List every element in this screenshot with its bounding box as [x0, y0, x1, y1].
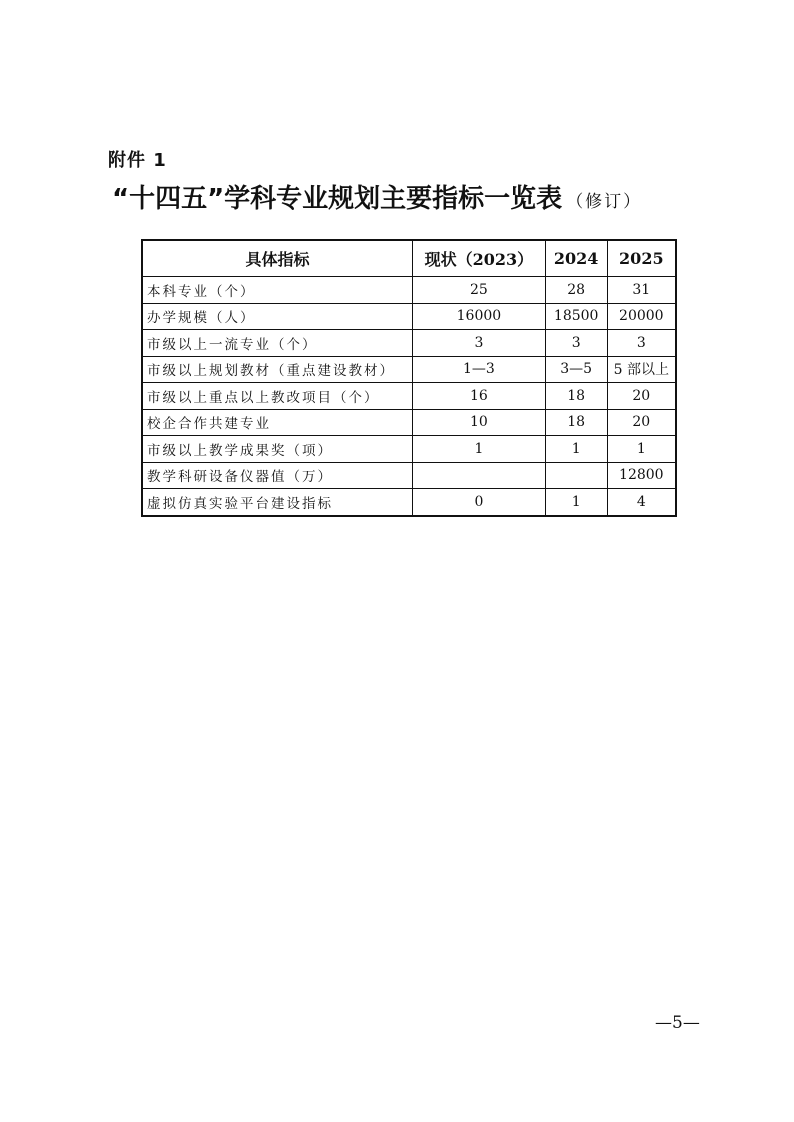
title-note: （修订） [566, 192, 643, 212]
table-cell-value: 10 [413, 409, 546, 436]
table-cell-value: 18 [545, 383, 607, 410]
table-cell-value: 0 [413, 489, 546, 516]
table-row [142, 303, 676, 330]
table-cell-value: 3 [413, 330, 546, 357]
table-row [142, 277, 676, 304]
header-2024: 2024 [545, 240, 607, 277]
metrics-table [141, 239, 677, 517]
table-cell-value: 12800 [607, 462, 676, 489]
table-cell-value: 16 [413, 383, 546, 410]
table-cell-indicator: 市级以上教学成果奖（项） [142, 436, 413, 463]
title-text: “十四五”学科专业规划主要指标一览表 [112, 184, 563, 214]
table-cell-value: 16000 [413, 303, 546, 330]
table-cell-indicator: 教学科研设备仪器值（万） [142, 462, 413, 489]
table-cell-indicator: 虚拟仿真实验平台建设指标 [142, 489, 413, 516]
table-cell-value: 4 [607, 489, 676, 516]
table-cell-value: 25 [413, 277, 546, 304]
table-cell-value: 1 [607, 436, 676, 463]
table-cell-indicator: 市级以上一流专业（个） [142, 330, 413, 357]
table-cell-value: 1 [545, 489, 607, 516]
header-status-2023: 现状（2023） [413, 240, 546, 277]
table-cell-value: 18 [545, 409, 607, 436]
page-number: —5— [655, 1013, 700, 1033]
header-2025: 2025 [607, 240, 676, 277]
header-indicator: 具体指标 [142, 240, 413, 277]
table-cell-indicator: 办学规模（人） [142, 303, 413, 330]
table-cell-value [413, 462, 546, 489]
table-cell-value: 1 [413, 436, 546, 463]
table-row [142, 462, 676, 489]
table-row [142, 489, 676, 516]
table-cell-value [545, 462, 607, 489]
table-cell-indicator: 本科专业（个） [142, 277, 413, 304]
attachment-label: 附件 1 [108, 150, 167, 171]
table-cell-value: 3 [545, 330, 607, 357]
table-cell-value: 1—3 [413, 356, 546, 383]
table-row [142, 356, 676, 383]
table-row [142, 409, 676, 436]
table-cell-value: 20000 [607, 303, 676, 330]
table-cell-value: 20 [607, 409, 676, 436]
table-cell-value: 31 [607, 277, 676, 304]
table-row [142, 330, 676, 357]
table-cell-value: 28 [545, 277, 607, 304]
table-cell-indicator: 校企合作共建专业 [142, 409, 413, 436]
table-row [142, 436, 676, 463]
table-cell-value: 18500 [545, 303, 607, 330]
table-header-row [142, 240, 676, 277]
table-cell-indicator: 市级以上重点以上教改项目（个） [142, 383, 413, 410]
table-row [142, 383, 676, 410]
document-title [112, 178, 642, 215]
table-cell-value: 3—5 [545, 356, 607, 383]
table-cell-value: 20 [607, 383, 676, 410]
table-cell-value: 5 部以上 [607, 356, 676, 383]
table-cell-value: 3 [607, 330, 676, 357]
table-cell-indicator: 市级以上规划教材（重点建设教材） [142, 356, 413, 383]
table-cell-value: 1 [545, 436, 607, 463]
